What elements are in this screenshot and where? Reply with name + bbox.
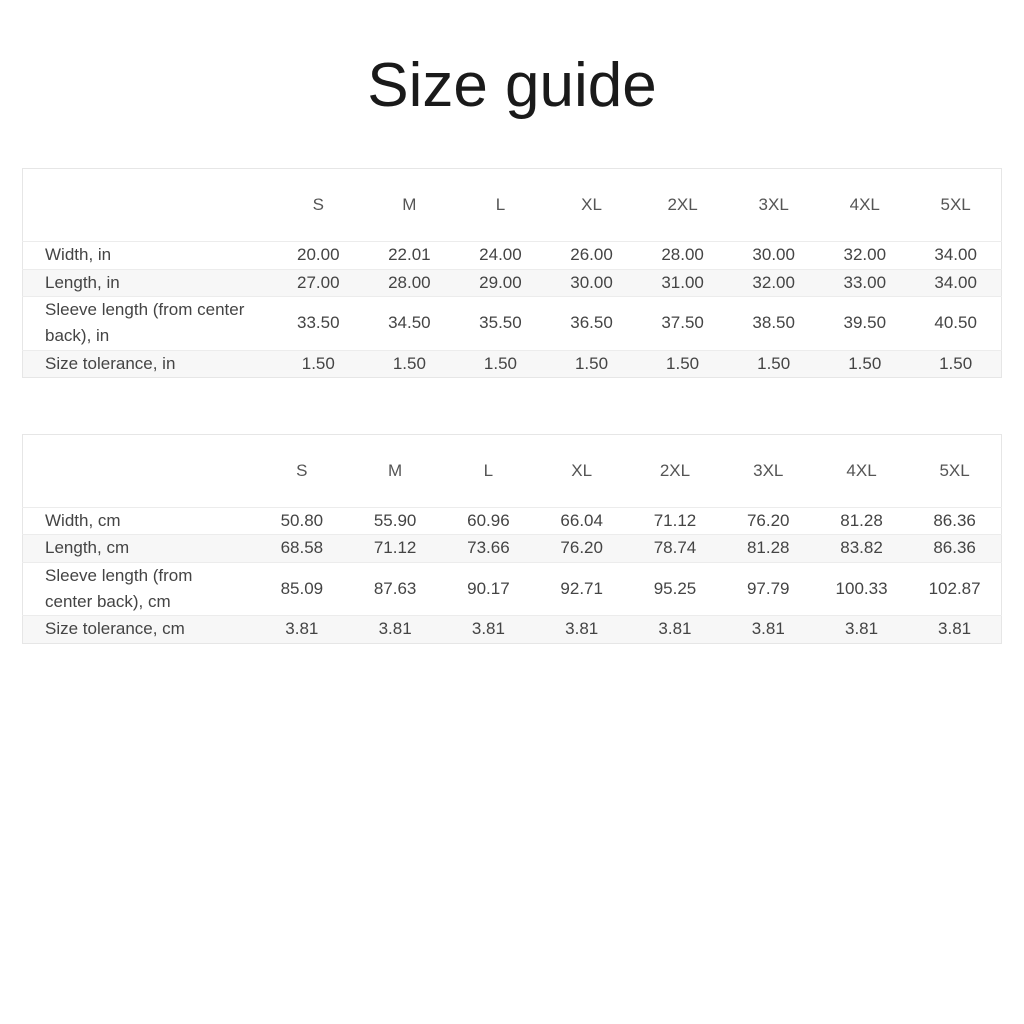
- cell-value: 20.00: [297, 245, 340, 265]
- row-label: Width, in: [45, 245, 112, 265]
- cell-value: 37.50: [661, 313, 704, 333]
- column-header-m: M: [402, 195, 417, 215]
- cell-value: 81.28: [840, 511, 883, 531]
- page-title: Size guide: [367, 51, 657, 120]
- cell-value: 1.50: [392, 353, 426, 373]
- cell-value: 3.81: [938, 619, 972, 639]
- cell-value: 3.81: [751, 619, 785, 639]
- cell-value: 24.00: [479, 245, 522, 265]
- cell-value: 73.66: [467, 538, 510, 558]
- cell-value: 29.00: [479, 272, 522, 292]
- cell-value: 1.50: [848, 353, 882, 373]
- row-label: Width, cm: [45, 510, 121, 530]
- column-header-5xl: 5XL: [939, 460, 970, 480]
- column-header-4xl: 4XL: [846, 460, 877, 480]
- cell-value: 30.00: [570, 272, 613, 292]
- cell-value: 3.81: [565, 619, 599, 639]
- centimeters-table: [22, 434, 1002, 644]
- table-row: [23, 296, 1002, 350]
- inches-table-body: [23, 169, 1002, 378]
- cell-value: 86.36: [933, 538, 976, 558]
- cell-value: 87.63: [373, 578, 417, 598]
- cell-value: 30.00: [752, 245, 795, 265]
- centimeters-table-body: [23, 434, 1002, 643]
- inches-table: [22, 168, 1002, 378]
- cell-value: 83.82: [840, 538, 883, 558]
- cell-value: 3.81: [285, 619, 319, 639]
- inches-table-container: [22, 168, 1002, 378]
- column-header-4xl: 4XL: [849, 195, 880, 215]
- column-header-s: S: [312, 195, 324, 215]
- column-header-m: M: [388, 460, 403, 480]
- row-label: Length, in: [45, 272, 120, 292]
- cell-value: 32.00: [843, 245, 887, 265]
- cell-value: 102.87: [928, 578, 981, 598]
- cell-value: 1.50: [574, 353, 609, 373]
- cell-value: 28.00: [661, 245, 704, 265]
- column-header-l: L: [495, 195, 506, 215]
- column-header-3xl: 3XL: [758, 195, 789, 215]
- cell-value: 36.50: [570, 313, 613, 333]
- column-header-xl: XL: [581, 195, 602, 215]
- row-label: Length, cm: [45, 538, 130, 558]
- row-label: Size tolerance, cm: [45, 619, 185, 639]
- column-header-l: L: [483, 460, 494, 480]
- table-row: [23, 507, 1002, 534]
- table-row: [23, 616, 1002, 643]
- cell-value: 3.81: [471, 619, 505, 639]
- cell-value: 31.00: [661, 272, 704, 292]
- cell-value: 3.81: [658, 619, 692, 639]
- cell-value: 78.74: [653, 538, 697, 558]
- column-header-3xl: 3XL: [753, 460, 784, 480]
- cell-value: 39.50: [843, 313, 887, 333]
- cell-value: 86.36: [933, 511, 976, 531]
- cell-value: 40.50: [934, 313, 977, 333]
- cell-value: 3.81: [378, 619, 412, 639]
- table-row: [23, 562, 1002, 616]
- cell-value: 1.50: [757, 353, 791, 373]
- cell-value: 81.28: [746, 538, 790, 558]
- table-header-row: [23, 434, 1002, 507]
- column-header-s: S: [296, 460, 308, 480]
- column-header-2xl: 2XL: [667, 195, 698, 215]
- column-header-2xl: 2XL: [659, 460, 691, 480]
- cell-value: 27.00: [297, 272, 340, 292]
- cell-value: 68.58: [280, 538, 324, 558]
- cell-value: 35.50: [479, 313, 522, 333]
- centimeters-table-container: [22, 434, 1002, 644]
- cell-value: 34.00: [934, 272, 977, 292]
- cell-value: 90.17: [467, 578, 510, 598]
- column-header-5xl: 5XL: [940, 195, 971, 215]
- cell-value: 50.80: [280, 511, 324, 531]
- cell-value: 26.00: [570, 245, 613, 265]
- row-label: Sleeve length (from center back), in: [45, 299, 245, 346]
- table-corner-cell: [23, 434, 256, 507]
- cell-value: 76.20: [746, 511, 790, 531]
- table-row: [23, 535, 1002, 562]
- cell-value: 55.90: [373, 511, 417, 531]
- table-corner-cell: [23, 169, 273, 242]
- cell-value: 76.20: [560, 538, 603, 558]
- cell-value: 60.96: [467, 511, 510, 531]
- cell-value: 71.12: [373, 538, 417, 558]
- table-header-row: [23, 169, 1002, 242]
- cell-value: 85.09: [280, 578, 324, 598]
- cell-value: 33.50: [297, 313, 340, 333]
- cell-value: 32.00: [752, 272, 795, 292]
- cell-value: 97.79: [746, 578, 790, 598]
- cell-value: 34.00: [934, 245, 977, 265]
- cell-value: 95.25: [653, 578, 697, 598]
- cell-value: 38.50: [752, 313, 795, 333]
- table-row: [23, 269, 1002, 296]
- row-label: Size tolerance, in: [45, 353, 176, 373]
- cell-value: 1.50: [666, 353, 700, 373]
- cell-value: 3.81: [844, 619, 879, 639]
- row-label: Sleeve length (from center back), cm: [45, 565, 193, 611]
- cell-value: 28.00: [388, 272, 431, 292]
- table-row: [23, 242, 1002, 269]
- table-row: [23, 350, 1002, 377]
- cell-value: 92.71: [560, 578, 603, 598]
- cell-value: 22.01: [388, 245, 431, 265]
- cell-value: 71.12: [653, 511, 697, 531]
- cell-value: 66.04: [560, 511, 603, 531]
- cell-value: 1.50: [483, 353, 517, 373]
- cell-value: 100.33: [835, 578, 888, 598]
- column-header-xl: XL: [571, 460, 593, 480]
- cell-value: 34.50: [388, 313, 431, 333]
- cell-value: 1.50: [939, 353, 973, 373]
- cell-value: 1.50: [301, 353, 335, 373]
- cell-value: 33.00: [843, 272, 887, 292]
